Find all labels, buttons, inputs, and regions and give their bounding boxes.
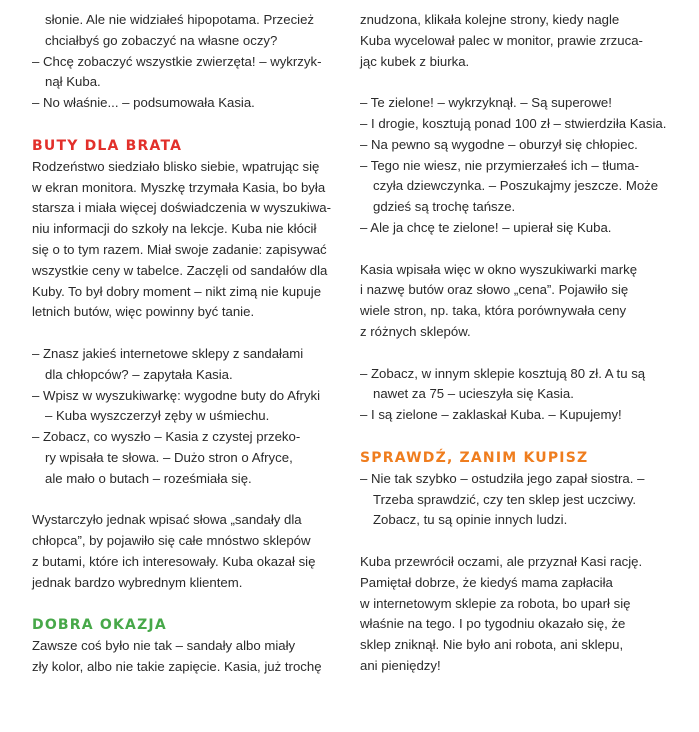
- text-line: chłopca”, by pojawiło się całe mnóstwo sklepów: [32, 533, 311, 549]
- text-line: – Znasz jakieś internetowe sklepy z sandałami: [32, 345, 304, 361]
- text-line: z różnych sklepów.: [360, 323, 471, 339]
- section-heading-buty-dla-brata: BUTY DLA BRATA: [32, 137, 183, 154]
- text-line: nawet za 75 – ucieszyła się Kasia.: [373, 386, 574, 402]
- spacer: [360, 531, 660, 552]
- text-line: Trzeba sprawdzić, czy ten sklep jest uczciwy.: [373, 491, 637, 507]
- text-line: chciałbyś go zobaczyć na własne oczy?: [45, 32, 278, 48]
- left-column: [32, 10, 332, 678]
- text-line: – Te zielone! – wykrzyknął. – Są superowe!: [360, 95, 612, 111]
- text-line: jąc kubek z biurka.: [360, 53, 470, 69]
- text-line: – Zobacz, co wyszło – Kasia z czystej przeko-: [32, 429, 301, 445]
- text-line: słonie. Ale nie widziałeś hipopotama. Przecież: [45, 12, 315, 27]
- text-line: ale mało o butach – roześmiała się.: [45, 470, 252, 486]
- text-line: – Nie tak szybko – ostudziła jego zapał siostra. –: [360, 470, 645, 486]
- text-line: – I są zielone – zaklaskał Kuba. – Kupujemy!: [360, 407, 622, 423]
- text-line: z butami, które ich interesowały. Kuba okazał się: [32, 553, 316, 569]
- text-line: dla chłopców? – zapytała Kasia.: [45, 366, 233, 382]
- text-line: i nazwę butów oraz słowo „cena”. Pojawiło się: [360, 282, 629, 298]
- text-line: zły kolor, albo nie takie zapięcie. Kasia, już trochę: [32, 659, 322, 675]
- text-line: nął Kuba.: [45, 74, 101, 90]
- text-line: wiele stron, np. taka, która porównywała ceny: [360, 303, 627, 319]
- spacer: [32, 490, 332, 511]
- text-line: czyła dziewczynka. – Poszukajmy jeszcze. Może: [373, 178, 659, 194]
- spacer: [360, 426, 660, 447]
- text-line: ani pieniędzy!: [360, 657, 441, 673]
- text-line: jednak bardzo wybrednym klientem.: [32, 574, 243, 590]
- text-line: się o to tym razem. Miał swoje zadanie: zapisywać: [32, 241, 327, 257]
- text-line: właśnie na tego. I po tygodniu okazało się, że: [360, 616, 626, 632]
- spacer: [32, 114, 332, 135]
- text-line: Kasia wpisała więc w okno wyszukiwarki markę: [360, 261, 638, 277]
- text-line: ry wpisała te słowa. – Dużo stron o Afryce,: [45, 449, 293, 465]
- spacer: [360, 239, 660, 260]
- spacer: [32, 323, 332, 344]
- text-line: – Ale ja chcę te zielone! – upierał się Kuba.: [360, 219, 612, 235]
- text-line: – Wpisz w wyszukiwarkę: wygodne buty do Afryki: [32, 387, 321, 403]
- text-line: Kuby. To był dobry moment – nikt zimą nie kupuje: [32, 283, 322, 299]
- text-line: Wystarczyło jednak wpisać słowa „sandały dla: [32, 512, 302, 528]
- text-line: starsza i miała więcej doświadczenia w wyszukiwa-: [32, 200, 332, 216]
- text-line: Zawsze coś było nie tak – sandały albo miały: [32, 638, 296, 654]
- section-heading-dobra-okazja: DOBRA OKAZJA: [32, 617, 167, 634]
- spacer: [360, 343, 660, 364]
- text-line: w ekran monitora. Myszkę trzymała Kasia, bo była: [32, 179, 326, 195]
- text-line: – No właśnie... – podsumowała Kasia.: [32, 95, 255, 111]
- spacer: [32, 594, 332, 615]
- text-line: Zobacz, tu są opinie innych ludzi.: [373, 512, 568, 528]
- text-line: Kuba przewrócił oczami, ale przyznał Kasi rację.: [360, 553, 643, 569]
- text-line: – Chcę zobaczyć wszystkie zwierzęta! – wykrzyk-: [32, 53, 322, 69]
- text-line: Rodzeństwo siedziało blisko siebie, wpatrując się: [32, 158, 320, 174]
- text-line: – I drogie, kosztują ponad 100 zł – stwierdziła Kasia.: [360, 115, 667, 131]
- text-line: sklep zniknął. Nie było ani robota, ani sklepu,: [360, 637, 624, 653]
- text-line: w internetowym sklepie za robota, bo uparł się: [360, 595, 631, 611]
- text-line: Kuba wycelował palec w monitor, prawie zrzuca-: [360, 32, 643, 48]
- text-line: – Tego nie wiesz, nie przymierzałeś ich – tłuma-: [360, 157, 640, 173]
- text-line: gdzieś są trochę tańsze.: [373, 199, 516, 215]
- right-column: [360, 10, 667, 677]
- text-line: – Zobacz, w innym sklepie kosztują 80 zł. A tu są: [360, 365, 646, 381]
- text-line: niu informacji do szkoły na lekcje. Kuba nie kłócił: [32, 221, 317, 237]
- text-line: – Na pewno są wygodne – oburzył się chłopiec.: [360, 136, 638, 152]
- spacer: [360, 72, 660, 93]
- text-line: wszystkie ceny w tabelce. Zaczęli od sandałów dla: [32, 262, 328, 278]
- text-line: znudzona, klikała kolejne strony, kiedy nagle: [360, 12, 620, 27]
- text-line: letnich butów, więc powinny być tanie.: [32, 304, 255, 320]
- text-line: – Kuba wyszczerzył zęby w uśmiechu.: [45, 408, 270, 424]
- text-line: Pamiętał dobrze, że kiedyś mama zapłaciła: [360, 574, 613, 590]
- section-heading-sprawdz-zanim-kupisz: SPRAWDŹ, ZANIM KUPISZ: [360, 449, 589, 466]
